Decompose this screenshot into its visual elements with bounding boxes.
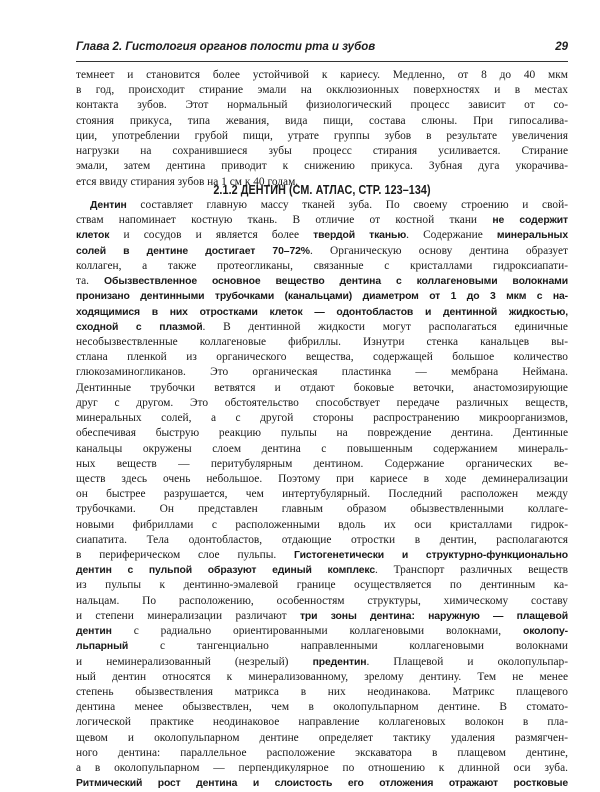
text-line: глюкозаминогликанов. Это органическая пластинка — мембрана Неймана.: [76, 366, 568, 379]
text-line: и степени минерализации различают три зоны дентина: наружную — плащевой: [76, 609, 568, 622]
text-line: он быстрее разрушается, чем интертубулярный. Последний расположен между: [76, 488, 568, 501]
bold-term: дентин с пульпой образуют единый комплекс: [76, 565, 376, 577]
bold-term: три зоны дентина: наружную — плащевой: [299, 610, 568, 622]
bold-term: минеральных: [496, 230, 568, 242]
text-line: друг с другом. Это обстоятельство способствует передаче различных веществ,: [76, 396, 568, 409]
text-line: сиапатита. Тела одонтобластов, отдающие отростки в дентин, располагаются: [76, 533, 568, 546]
text-line: нальцам. По расположению, особенностям структуры, химическому составу: [76, 594, 568, 607]
section-heading: 2.1.2 ДЕНТИН (СМ. АТЛАС, СТР. 123–134): [213, 183, 431, 197]
dentin-paragraph: [76, 198, 568, 792]
text-line: льпарный с тангенциально направленными коллагеновыми волокнами: [76, 640, 568, 653]
text-line: дентин с пульпой образуют единый комплекс. Транспорт различных веществ: [76, 564, 568, 577]
text-line: контакта зубов. Этот нормальный физиологический процесс зависит от со-: [76, 99, 568, 112]
intro-paragraph: [76, 68, 568, 190]
text-line: ществ здесь очень небольшое. Поэтому при кариесе в ходе деминерализации: [76, 472, 568, 485]
text-line: дентина менее обызвествлен, чем в околопульпарном дентине. В стомато-: [76, 701, 568, 714]
text-line: ного дентина: параллельное расположение экскаватора в плащевом дентине,: [76, 746, 568, 759]
bold-line: пронизано дентинными трубочками (канальцами) диаметром от 1 до 3 мкм с на-: [76, 291, 568, 303]
text-line: новыми фибриллами с расположенными вдоль их оси кристаллами гидрок-: [76, 518, 568, 531]
text-line: минеральных солей, а с другой стороны распространению микроорганизмов,: [76, 412, 568, 425]
running-header: [76, 41, 568, 60]
text-line: ется ввиду стирания зубов на 1 см к 40 годам.: [76, 175, 299, 188]
text-line: темнеет и становится более устойчивой к кариесу. Медленно, от 8 до 40 мкм: [76, 69, 568, 81]
text-line: обеспечивая быструю реакцию пульпы на повреждение дентина. Дентинные: [76, 427, 568, 440]
bold-term: Обызвествленное основное вещество дентина с коллагеновыми волокнами: [104, 276, 568, 288]
bold-line: Ритмический рост дентина и слоистость его отложения отражают ростковые: [76, 778, 568, 790]
chapter-title: Глава 2. Гистология органов полости рта и зубов: [76, 41, 376, 53]
text-line: в год, происходит стирание эмали на окклюзионных поверхностях и в местах: [76, 84, 568, 97]
text-line: канальцы окружены слоем дентина с повышенным содержанием минераль-: [76, 442, 568, 455]
page-number: 29: [555, 41, 568, 53]
text-line: клеток и сосудов и является более твердой тканью. Содержание минеральных: [76, 229, 568, 242]
text-line: щевом и околопульпарном дентине определяет тактику удаления размягчен-: [76, 731, 568, 744]
text-line: дентин с радиально ориентированными коллагеновыми волокнами, околопу-: [76, 625, 568, 638]
text-line: солей в дентине достигает 70–72%. Органическую основу дентина образует: [76, 244, 568, 257]
bold-term: твердой тканью: [313, 230, 407, 242]
text-line: Дентинные трубочки ветвятся и отдают боковые веточки, анастомозирующие: [76, 381, 568, 394]
text-line: несобызвествленные коллагеновые фибриллы. Изнутри стенка канальцев вы-: [76, 335, 568, 348]
text-line: та. Обызвествленное основное вещество дентина с коллагеновыми волокнами: [76, 275, 568, 288]
text-line: Дентин составляет главную массу тканей зуба. По своему строению и свой-: [90, 199, 568, 211]
text-line: трубочками. Он представлен главным образом обызвествленными коллаге-: [76, 503, 568, 516]
bold-term: Дентин: [90, 200, 127, 211]
text-line: эмали, затем дентина приводит к снижению прикуса. Зубная дуга укорачива-: [76, 160, 568, 173]
text-line: нагрузки на сохранившиеся зубы процесс стирания усиливается. Стирание: [76, 145, 568, 158]
text-line: ный дентин относятся к минерализованному, зрелому дентину. Тем не менее: [76, 670, 568, 683]
bold-term: Гистогенетически и структурно-функционально: [294, 550, 568, 562]
text-line: логической практике неодинаковое направление коллагеновых волокон в пла-: [76, 716, 568, 729]
text-line: степень обызвествления матрикса в них неодинакова. Матрикс плащевого: [76, 686, 568, 698]
text-line: ствам напоминает костную ткань. В отличие от костной ткани не содержит: [76, 214, 568, 227]
text-line: стлана пленкой из органического вещества, содержащей большое количество: [76, 351, 568, 364]
text-line: а в околопульпарном — перпендикулярное по отношению к длинной оси зуба.: [76, 762, 568, 775]
text-line: коллаген, а также протеогликаны, связанные с кристаллами гидроксиапати-: [76, 259, 568, 272]
bold-term: солей в дентине достигает 70–72%: [76, 245, 310, 257]
bold-term: льпарный: [76, 641, 129, 653]
header-rule: [76, 61, 568, 62]
bold-term: клеток: [76, 230, 110, 242]
bold-term: дентин: [76, 626, 112, 638]
text-line: ных веществ — перитубулярным дентином. Содержание органических ве-: [76, 457, 568, 470]
text-line: стояния прикуса, типа жевания, вида пищи, состава слюны. При гипосалива-: [76, 114, 568, 127]
bold-term: предентин: [312, 656, 367, 668]
text-line: в периферическом слое пульпы. Гистогенетически и структурно-функционально: [76, 549, 568, 562]
text-line: сходной с плазмой. В дентинной жидкости могут располагаться единичные: [76, 320, 568, 333]
text-line: ции, употреблении грубой пищи, утрате группы зубов в результате увеличения: [76, 129, 568, 142]
text-line: из пульпы к дентинно-эмалевой границе осуществляется по дентинным ка-: [76, 579, 568, 592]
text-line: и неминерализованный (незрелый) предентин. Плащевой и околопульпар-: [76, 655, 568, 668]
bold-term: не содержит: [492, 215, 568, 227]
bold-term: околопу-: [522, 626, 568, 638]
bold-term: сходной с плазмой: [76, 321, 203, 333]
bold-line: ходящимися в них отростками клеток — одонтобластов и дентинной жидкостью,: [76, 306, 568, 318]
